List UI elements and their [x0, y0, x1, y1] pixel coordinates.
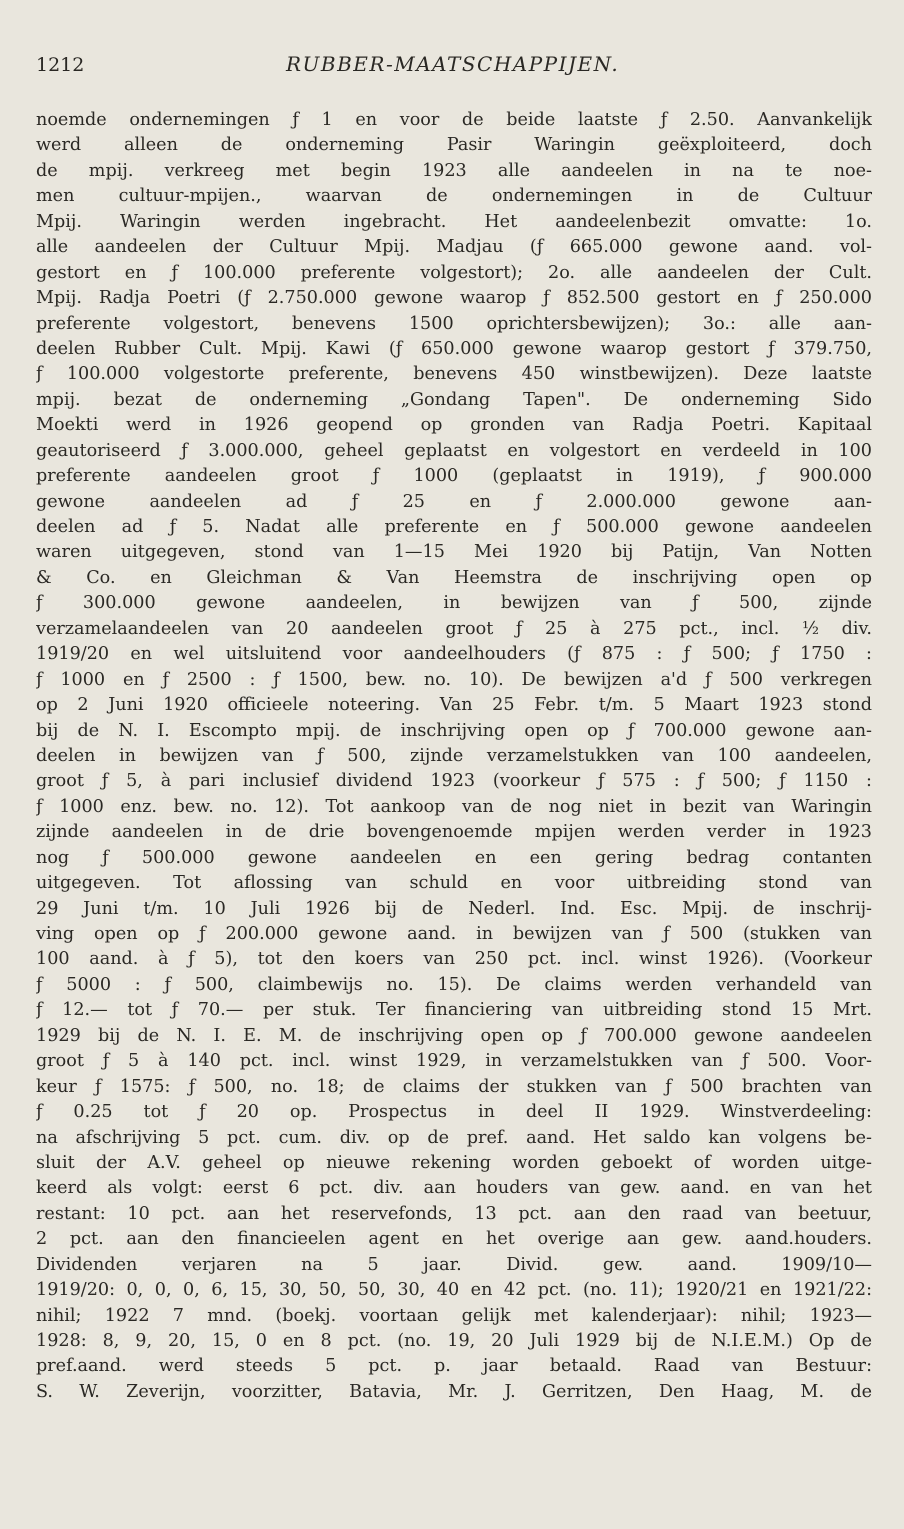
text-line: 1929 bij de N. I. E. M. de inschrijving open op ƒ 700.000 gewone aandeelen: [36, 1025, 872, 1046]
text-line: na afschrijving 5 pct. cum. div. op de pref. aand. Het saldo kan volgens be-: [36, 1127, 872, 1148]
text-line: S. W. Zeverijn, voorzitter, Batavia, Mr. J. Gerritzen, Den Haag, M. de: [36, 1381, 872, 1402]
text-line: nihil; 1922 7 mnd. (boekj. voortaan gelijk met kalenderjaar): nihil; 1923—: [36, 1305, 872, 1326]
text-line: groot ƒ 5, à pari inclusief dividend 1923 (voorkeur ƒ 575 : ƒ 500; ƒ 1150 :: [36, 771, 872, 792]
text-line: nog ƒ 500.000 gewone aandeelen en een gering bedrag contanten: [36, 847, 872, 868]
text-line: ving open op ƒ 200.000 gewone aand. in bewijzen van ƒ 500 (stukken van: [36, 924, 872, 944]
text-line: verzamelaandeelen van 20 aandeelen groot ƒ 25 à 275 pct., incl. ½ div.: [36, 618, 872, 639]
text-line: ƒ 300.000 gewone aandeelen, in bewijzen van ƒ 500, zijnde: [36, 593, 872, 614]
text-line: 1919/20: 0, 0, 0, 6, 15, 30, 50, 50, 30, 40 en 42 pct. (no. 11); 1920/21 en 1921/22:: [36, 1280, 872, 1301]
text-line: groot ƒ 5 à 140 pct. incl. winst 1929, in verzamelstukken van ƒ 500. Voor-: [36, 1051, 872, 1072]
page-number: 1212: [36, 54, 85, 76]
text-line: Mpij. Waringin werden ingebracht. Het aandeelenbezit omvatte: 1o.: [36, 211, 872, 232]
text-line: restant: 10 pct. aan het reservefonds, 13 pct. aan den raad van beetuur,: [36, 1203, 872, 1224]
text-line: op 2 Juni 1920 officieele noteering. Van 25 Febr. t/m. 5 Maart 1923 stond: [36, 695, 872, 716]
text-line: ƒ 100.000 volgestorte preferente, benevens 450 winstbewijzen). Deze laatste: [36, 364, 872, 385]
text-line: ƒ 0.25 tot ƒ 20 op. Prospectus in deel II 1929. Winstverdeeling:: [36, 1102, 872, 1123]
text-line: geautoriseerd ƒ 3.000.000, geheel geplaatst en volgestort en verdeeld in 100: [36, 440, 872, 461]
text-line: & Co. en Gleichman & Van Heemstra de inschrijving open op: [36, 567, 872, 588]
text-line: ƒ 12.— tot ƒ 70.— per stuk. Ter financiering van uitbreiding stond 15 Mrt.: [36, 1000, 872, 1021]
text-line: deelen ad ƒ 5. Nadat alle preferente en ƒ 500.000 gewone aandeelen: [36, 517, 872, 537]
text-line: Mpij. Radja Poetri (ƒ 2.750.000 gewone waarop ƒ 852.500 gestort en ƒ 250.000: [36, 288, 872, 309]
text-line: deelen in bewijzen van ƒ 500, zijnde verzamelstukken van 100 aandeelen,: [36, 745, 872, 766]
running-title: RUBBER-MAATSCHAPPIJEN.: [286, 52, 620, 76]
text-line: keerd als volgt: eerst 6 pct. div. aan houders van gew. aand. en van het: [36, 1178, 872, 1199]
text-line: gestort en ƒ 100.000 preferente volgestort); 2o. alle aandeelen der Cult.: [36, 262, 872, 283]
text-line: mpij. bezat de onderneming „Gondang Tapen". De onderneming Sido: [36, 389, 872, 410]
text-line: noemde ondernemingen ƒ 1 en voor de beide laatste ƒ 2.50. Aanvankelijk: [36, 110, 872, 130]
text-line: 1928: 8, 9, 20, 15, 0 en 8 pct. (no. 19, 20 Juli 1929 bij de N.I.E.M.) Op de: [36, 1331, 872, 1351]
page-header: [36, 52, 872, 90]
text-line: waren uitgegeven, stond van 1—15 Mei 1920 bij Patijn, Van Notten: [36, 542, 872, 563]
text-line: 100 aand. à ƒ 5), tot den koers van 250 pct. incl. winst 1926). (Voorkeur: [36, 949, 872, 970]
text-line: Moekti werd in 1926 geopend op gronden van Radja Poetri. Kapitaal: [36, 415, 872, 436]
text-line: de mpij. verkreeg met begin 1923 alle aandeelen in na te noe-: [36, 160, 872, 181]
text-line: preferente volgestort, benevens 1500 oprichtersbewijzen); 3o.: alle aan-: [36, 313, 872, 334]
body-text: [36, 108, 872, 1405]
text-line: pref.aand. werd steeds 5 pct. p. jaar betaald. Raad van Bestuur:: [36, 1356, 872, 1377]
text-line: 1919/20 en wel uitsluitend voor aandeelhouders (ƒ 875 : ƒ 500; ƒ 1750 :: [36, 644, 872, 665]
text-line: werd alleen de onderneming Pasir Waringin geëxploiteerd, doch: [36, 135, 872, 156]
text-line: 2 pct. aan den financieelen agent en het overige aan gew. aand.houders.: [36, 1229, 872, 1250]
text-line: alle aandeelen der Cultuur Mpij. Madjau (ƒ 665.000 gewone aand. vol-: [36, 237, 872, 258]
text-line: zijnde aandeelen in de drie bovengenoemde mpijen werden verder in 1923: [36, 822, 872, 843]
text-line: keur ƒ 1575: ƒ 500, no. 18; de claims der stukken van ƒ 500 brachten van: [36, 1076, 872, 1097]
text-line: bij de N. I. Escompto mpij. de inschrijving open op ƒ 700.000 gewone aan-: [36, 720, 872, 741]
text-line: ƒ 1000 enz. bew. no. 12). Tot aankoop van de nog niet in bezit van Waringin: [36, 796, 872, 817]
text-line: ƒ 1000 en ƒ 2500 : ƒ 1500, bew. no. 10). De bewijzen a'd ƒ 500 verkregen: [36, 669, 872, 690]
text-line: uitgegeven. Tot aflossing van schuld en voor uitbreiding stond van: [36, 873, 872, 894]
text-line: gewone aandeelen ad ƒ 25 en ƒ 2.000.000 gewone aan-: [36, 491, 872, 512]
text-line: deelen Rubber Cult. Mpij. Kawi (ƒ 650.000 gewone waarop gestort ƒ 379.750,: [36, 338, 872, 359]
text-line: preferente aandeelen groot ƒ 1000 (geplaatst in 1919), ƒ 900.000: [36, 466, 872, 487]
text-line: Dividenden verjaren na 5 jaar. Divid. gew. aand. 1909/10—: [36, 1254, 872, 1275]
text-line: sluit der A.V. geheel op nieuwe rekening worden geboekt of worden uitge-: [36, 1152, 872, 1173]
text-line: men cultuur-mpijen., waarvan de ondernemingen in de Cultuur: [36, 186, 872, 207]
text-line: 29 Juni t/m. 10 Juli 1926 bij de Nederl. Ind. Esc. Mpij. de inschrij-: [36, 898, 872, 919]
text-line: ƒ 5000 : ƒ 500, claimbewijs no. 15). De claims werden verhandeld van: [36, 974, 872, 995]
